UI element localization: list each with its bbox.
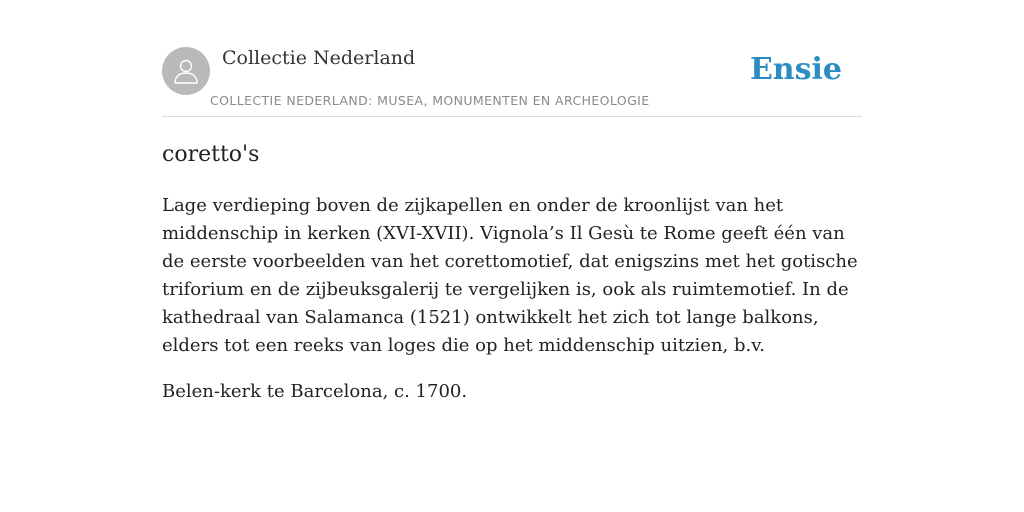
header — [162, 0, 862, 117]
entry-paragraph: Lage verdieping boven de zijkapellen en onder de kroonlijst van het middenschip in kerken (XVI-XVII). Vignola’s Il Gesù te Rome geeft één van de eerste voorbeelden van het corettomotief, dat enigszins met het gotische triforium en de zijbeuksgalerij te vergelijken is, ook als ruimtemotief. In de kathedraal van Salamanca (1521) ontwikkelt het zich tot lange balkons, elders tot een reeks van loges die op het middenschip uitzien, b.v. — [162, 195, 858, 356]
entry-paragraph: Belen-kerk te Barcelona, c. 1700. — [162, 381, 468, 402]
author-name[interactable]: Collectie Nederland — [222, 47, 416, 69]
user-placeholder-icon — [171, 56, 201, 86]
source-line[interactable]: COLLECTIE NEDERLAND: MUSEA, MONUMENTEN EN ARCHEOLOGIE — [210, 93, 650, 108]
avatar[interactable] — [162, 47, 210, 95]
entry-body — [162, 192, 862, 424]
entry-title: coretto's — [162, 142, 260, 167]
brand-logo[interactable]: Ensie — [749, 52, 842, 87]
